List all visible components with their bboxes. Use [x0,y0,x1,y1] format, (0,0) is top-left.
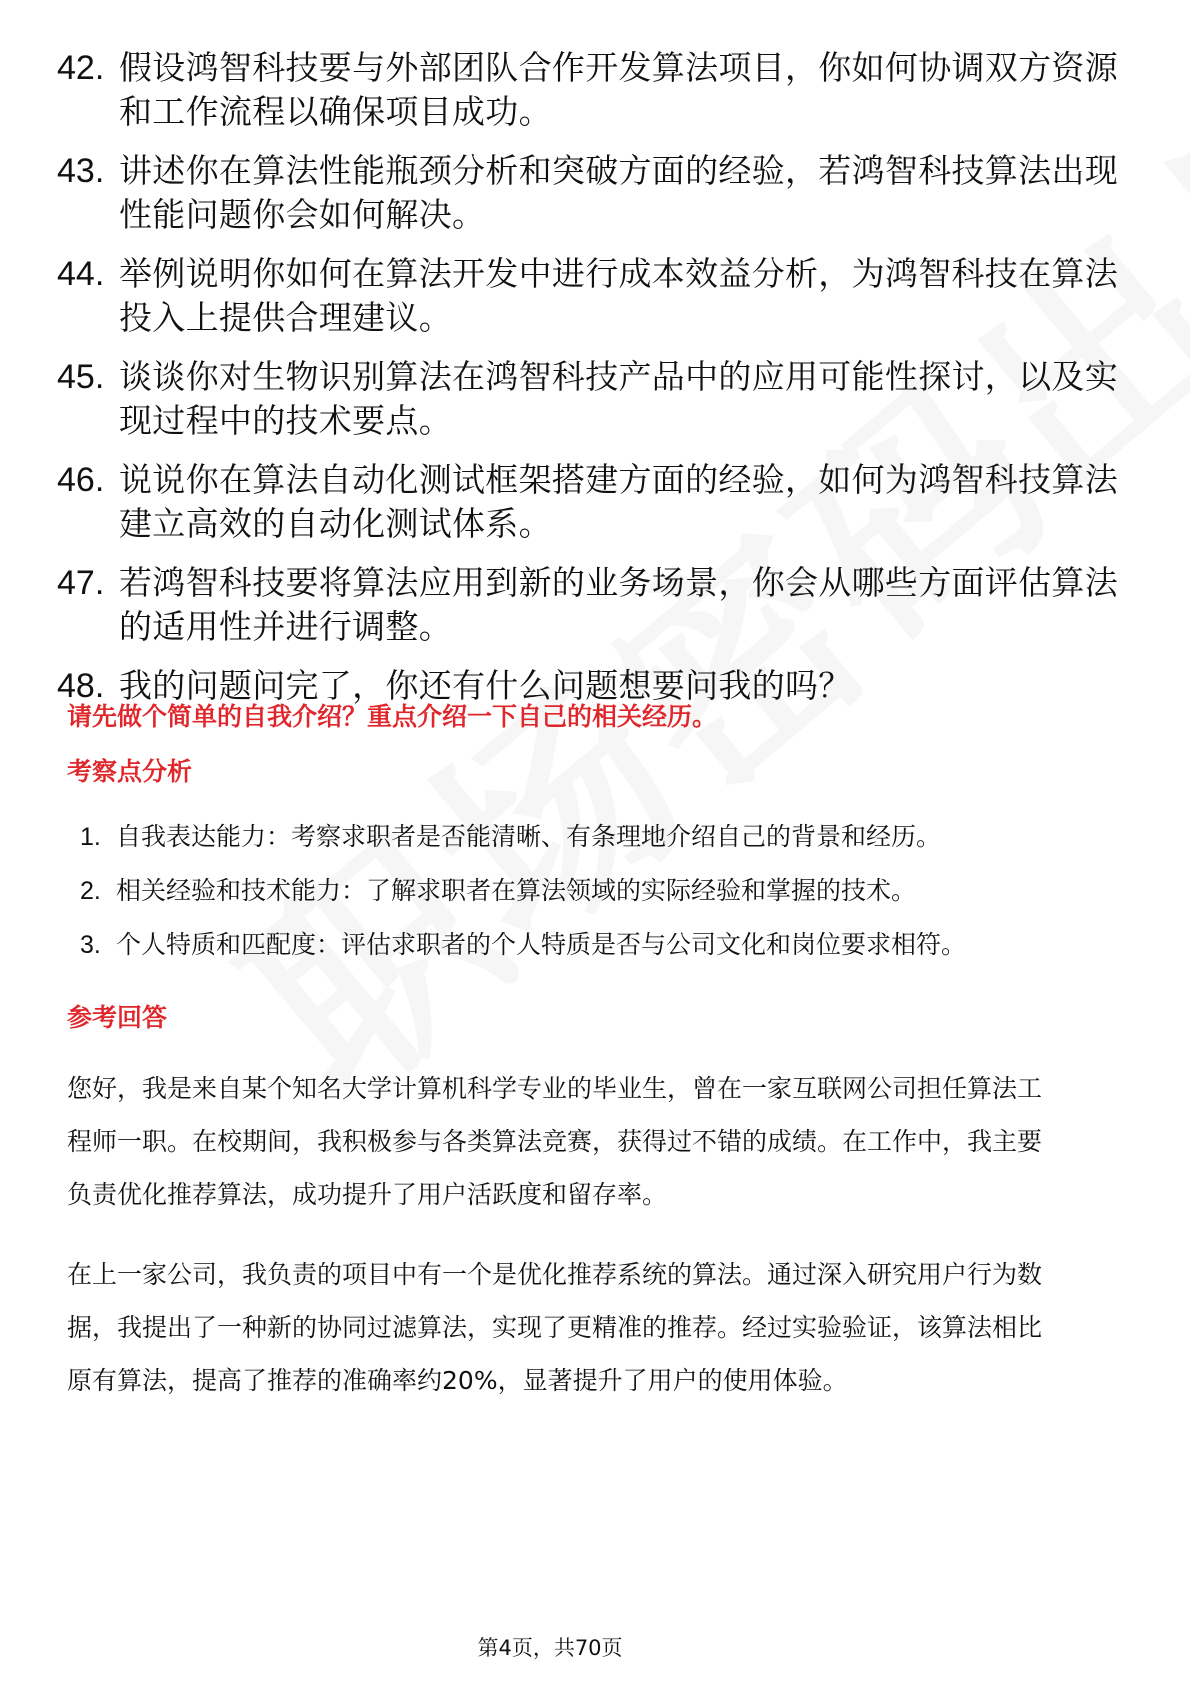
question-item [57,46,1137,134]
question-item [57,355,1137,443]
question-item [57,149,1137,237]
question-item [57,561,1137,649]
question-number: 45. [57,358,105,396]
analysis-number: 3. [80,931,101,959]
analysis-number: 2. [80,877,101,905]
analysis-heading: 考察点分析 [67,757,193,786]
analysis-item [80,928,1120,962]
analysis-number: 1. [80,823,101,851]
answer-heading: 参考回答 [67,1003,168,1032]
question-list [57,46,1137,723]
question-text: 说说你在算法自动化测试框架搭建方面的经验，如何为鸿智科技算法建立高效的自动化测试体系。 [119,460,1118,543]
page-footer: 第4页，共70页 [477,1636,623,1660]
analysis-item [80,820,1120,854]
analysis-item [80,874,1120,908]
question-text: 讲述你在算法性能瓶颈分析和突破方面的经验，若鸿智科技算法出现性能问题你会如何解决。 [119,151,1118,234]
question-text: 若鸿智科技要将算法应用到新的业务场景，你会从哪些方面评估算法的适用性并进行调整。 [119,563,1118,646]
question-item [57,458,1137,546]
question-number: 44. [57,255,105,293]
question-text: 举例说明你如何在算法开发中进行成本效益分析，为鸿智科技在算法投入上提供合理建议。 [119,254,1118,337]
question-text: 我的问题问完了，你还有什么问题想要问我的吗？ [119,666,852,705]
intro-question-heading: 请先做个简单的自我介绍？重点介绍一下自己的相关经历。 [67,702,718,731]
question-text: 谈谈你对生物识别算法在鸿智科技产品中的应用可能性探讨，以及实现过程中的技术要点。 [119,357,1118,440]
question-text: 假设鸿智科技要与外部团队合作开发算法项目，你如何协调双方资源和工作流程以确保项目成功。 [119,48,1118,131]
analysis-text: 相关经验和技术能力：了解求职者在算法领域的实际经验和掌握的技术。 [116,876,917,905]
question-number: 42. [57,49,105,87]
question-number: 47. [57,564,105,602]
question-number: 46. [57,461,105,499]
answer-paragraph: 您好，我是来自某个知名大学计算机科学专业的毕业生，曾在一家互联网公司担任算法工程师一职。在校期间，我积极参与各类算法竞赛，获得过不错的成绩。在工作中，我主要负责优化推荐算法，成功提升了用户活跃度和留存率。 [67,1074,1043,1209]
analysis-text: 个人特质和匹配度：评估求职者的个人特质是否与公司文化和岗位要求相符。 [116,930,967,959]
analysis-text: 自我表达能力：考察求职者是否能清晰、有条理地介绍自己的背景和经历。 [116,822,942,851]
question-number: 48. [57,667,105,705]
analysis-list [80,820,1120,982]
answer-paragraph: 在上一家公司，我负责的项目中有一个是优化推荐系统的算法。通过深入研究用户行为数据，我提出了一种新的协同过滤算法，实现了更精准的推荐。经过实验验证，该算法相比原有算法，提高了推荐的准确率约20%，显著提升了用户的使用体验。 [67,1260,1043,1395]
question-number: 43. [57,152,105,190]
question-item [57,252,1137,340]
